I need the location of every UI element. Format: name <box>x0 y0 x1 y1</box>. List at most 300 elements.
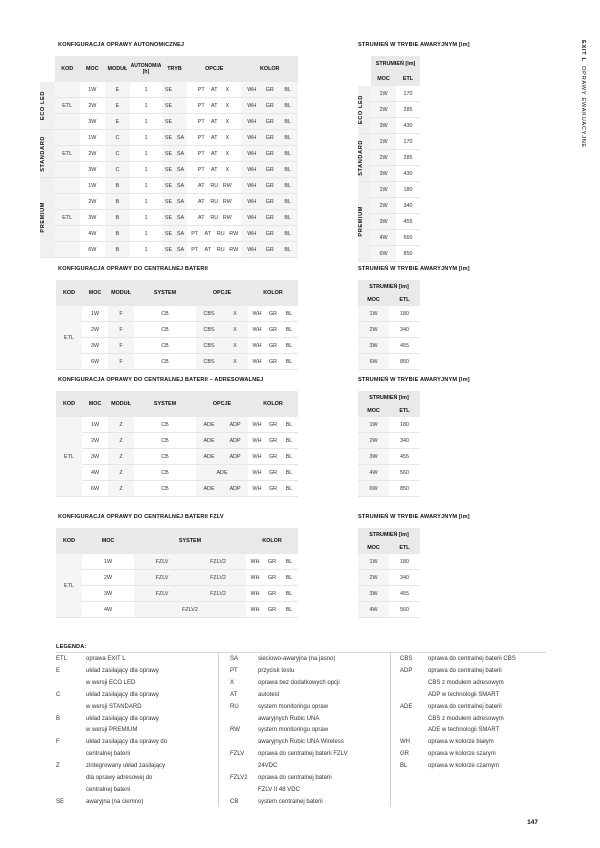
tryb-cell-value: SE <box>164 86 173 93</box>
system-cell: CB <box>134 306 196 322</box>
opcje-cell-value: X <box>225 150 230 157</box>
modul-cell: F <box>108 306 134 322</box>
opcje-cell <box>196 354 248 370</box>
table-row <box>40 162 298 178</box>
legend-value: 24VDC <box>258 763 278 770</box>
opcje-cell-value: RU <box>210 182 219 189</box>
kolor-cell-value: BL <box>285 469 293 476</box>
table-row <box>56 586 298 602</box>
tryb-cell-value: SE <box>164 166 173 173</box>
kolor-cell-value: BL <box>284 102 292 109</box>
kod-cell: ETL <box>55 98 80 114</box>
system-cell: CB <box>134 433 196 449</box>
opcje-cell-value: RW <box>222 198 232 205</box>
table-row <box>40 178 298 194</box>
flux-row <box>358 554 420 570</box>
kolor-cell-value: GR <box>265 150 274 157</box>
kolor-cell-value: BL <box>284 198 292 205</box>
kod-cell: ETL <box>55 146 80 162</box>
kolor-cell <box>241 98 298 114</box>
flux-group-label: ECO LED <box>358 94 364 125</box>
flux-moc-cell: 4W <box>371 230 396 246</box>
opcje-cell-value: X <box>233 342 237 349</box>
system-cell: CB <box>134 322 196 338</box>
flux-group-label-cell <box>358 86 371 134</box>
legend-value: oprawa do centralnej baterii <box>428 667 502 674</box>
kolor-cell-value: WH <box>250 606 260 613</box>
flux-header: STRUMIEŃ [lm] <box>358 528 420 541</box>
column-header: MODUŁ <box>105 56 130 82</box>
opcje-cell-value: PT <box>197 102 205 109</box>
system-cell <box>134 602 246 618</box>
table-row <box>40 210 298 226</box>
opcje-cell-value: AT <box>211 134 218 141</box>
flux-moc-cell: 1W <box>371 134 396 150</box>
flux-moc-cell: 1W <box>358 306 389 322</box>
side-label <box>580 40 586 148</box>
legend-value: dla oprawy adresowej do <box>86 775 153 781</box>
legend-key: B <box>56 715 61 722</box>
opcje-cell <box>196 306 248 322</box>
opcje-cell <box>196 449 248 465</box>
kod-cell <box>55 162 80 178</box>
moc-cell: 2W <box>82 322 108 338</box>
flux-value-cell: 560 <box>396 230 420 246</box>
kolor-cell-value: GR <box>265 246 274 253</box>
system-cell-value: FZLV <box>155 590 169 597</box>
flux-subheader: ETL <box>389 541 420 554</box>
flux-moc-cell: 4W <box>358 465 389 481</box>
flux-row <box>358 86 420 102</box>
legend-key: F <box>56 739 60 746</box>
kolor-cell <box>241 130 298 146</box>
kolor-cell-value: WH <box>247 182 257 189</box>
flux-row <box>358 322 420 338</box>
kolor-cell <box>248 354 298 370</box>
tryb-cell-value: SE <box>164 198 173 205</box>
opcje-cell-value: ADP <box>229 453 241 460</box>
kolor-cell <box>248 417 298 433</box>
table-row <box>56 602 298 618</box>
group-label: PREMIUM <box>40 202 46 233</box>
moc-cell: 2W <box>80 98 105 114</box>
table-row <box>40 146 298 162</box>
legend-value: w wersji ECO LED <box>86 679 136 686</box>
table-row <box>56 449 298 465</box>
tryb-cell-value: SA <box>176 246 185 253</box>
opcje-cell-value: RU <box>210 198 219 205</box>
flux-value-cell: 340 <box>389 570 420 586</box>
tryb-cell-value: SA <box>176 230 185 237</box>
table-row <box>40 98 298 114</box>
legend-value: CBS z modułem adresowym <box>428 715 504 722</box>
flux-row <box>358 354 420 370</box>
opcje-cell-value: PT <box>197 86 205 93</box>
kod-cell: ETL <box>56 306 82 370</box>
modul-cell: C <box>105 130 130 146</box>
section-title: KONFIGURACJA OPRAWY DO CENTRALNEJ BATERII – ADRESOWALNEJ <box>58 377 264 383</box>
opcje-cell <box>187 82 241 98</box>
table-row <box>56 417 298 433</box>
legend-value: awaryjnych Rubic UNA <box>258 715 320 722</box>
tryb-cell-value <box>174 87 186 93</box>
moc-cell: 2W <box>80 146 105 162</box>
flux-moc-cell: 3W <box>358 586 389 602</box>
legend-key: RU <box>230 703 239 710</box>
tryb-cell <box>162 146 187 162</box>
legend-key: ETL <box>56 656 68 662</box>
flux-row <box>358 182 420 198</box>
opcje-cell <box>187 194 241 210</box>
tryb-cell-value <box>174 103 186 109</box>
legend-value: oprawa w kolorze szarym <box>428 751 496 758</box>
kolor-cell <box>248 433 298 449</box>
flux-table <box>358 280 420 370</box>
kolor-cell <box>248 465 298 481</box>
legend-value: oprawa w kolorze czarnym <box>428 763 500 770</box>
modul-cell: B <box>105 178 130 194</box>
kolor-cell-value: BL <box>284 182 292 189</box>
flux-value-cell: 180 <box>396 182 420 198</box>
modul-cell: E <box>105 114 130 130</box>
kolor-cell <box>246 554 298 570</box>
kolor-cell-value: BL <box>285 558 293 565</box>
flux-group-label-cell <box>358 134 371 182</box>
kolor-cell-value: WH <box>250 558 260 565</box>
column-header: SYSTEM <box>134 391 196 417</box>
moc-cell: 2W <box>82 433 108 449</box>
moc-cell: 6W <box>82 481 108 497</box>
kolor-cell <box>246 602 298 618</box>
opcje-cell <box>187 130 241 146</box>
column-header: OPCJE <box>196 391 248 417</box>
opcje-cell-value: X <box>233 358 237 365</box>
system-cell-value: FZLV2 <box>182 606 198 613</box>
config-table <box>56 528 298 618</box>
flux-moc-cell: 2W <box>371 150 396 166</box>
flux-section-title: STRUMIEŃ W TRYBIE AWARYJNYM [lm] <box>358 514 470 520</box>
kolor-cell-value: WH <box>252 453 262 460</box>
legend-value: układ zasilający dla oprawy <box>86 715 159 722</box>
kolor-cell-value: WH <box>252 358 262 365</box>
config-table <box>56 280 298 370</box>
tryb-cell <box>162 242 187 258</box>
kolor-cell-value: WH <box>247 230 257 237</box>
legend-column-1 <box>56 650 226 810</box>
kolor-cell-value: WH <box>247 102 257 109</box>
kolor-cell-value: GR <box>268 358 278 365</box>
table-row <box>56 481 298 497</box>
kolor-cell-value: WH <box>252 326 262 333</box>
kolor-cell-value: GR <box>267 606 277 613</box>
opcje-cell-value: ADP <box>229 421 241 428</box>
opcje-cell-value: ADE <box>203 421 215 428</box>
opcje-cell-value: RU <box>216 246 225 253</box>
opcje-cell-value: PT <box>197 118 205 125</box>
flux-moc-cell: 2W <box>358 433 389 449</box>
legend-key: C <box>56 691 61 698</box>
opcje-cell <box>196 465 248 481</box>
tryb-cell <box>162 210 187 226</box>
kolor-cell-value: BL <box>285 485 293 492</box>
tryb-cell-value: SE <box>164 118 173 125</box>
table-row <box>56 354 298 370</box>
kolor-cell <box>248 449 298 465</box>
legend-value: autotest <box>258 691 280 698</box>
kolor-cell-value: WH <box>247 214 257 221</box>
tryb-cell <box>162 130 187 146</box>
flux-row <box>358 586 420 602</box>
kolor-cell-value: GR <box>268 310 278 317</box>
tryb-cell-value: SA <box>176 214 185 221</box>
opcje-cell-value: AT <box>211 166 218 173</box>
config-table <box>40 56 298 258</box>
flux-header: STRUMIEŃ [lm] <box>371 56 420 71</box>
kolor-cell-value: GR <box>265 214 274 221</box>
tryb-cell-value: SA <box>176 150 185 157</box>
opcje-cell-value: AT <box>198 214 205 221</box>
legend-value: ADE w technologii SMART <box>428 727 500 734</box>
opcje-cell-value: RU <box>216 230 225 237</box>
kolor-cell-value: GR <box>268 485 278 492</box>
column-header: MOC <box>82 391 108 417</box>
section-title: KONFIGURACJA OPRAWY DO CENTRALNEJ BATERII FZLV <box>58 514 224 520</box>
modul-cell: Z <box>108 433 134 449</box>
legend-title: LEGENDA: <box>56 644 87 650</box>
legend-value: awaryjnych Rubic UNA Wireless <box>258 739 344 746</box>
tryb-cell-value: SA <box>176 198 185 205</box>
table-row <box>40 194 298 210</box>
kolor-cell-value: GR <box>268 437 278 444</box>
kolor-cell-value: WH <box>247 86 257 93</box>
opcje-cell-value: AT <box>198 182 205 189</box>
kod-cell: ETL <box>56 417 82 497</box>
opcje-cell-value: X <box>225 134 230 141</box>
kolor-cell <box>248 338 298 354</box>
column-header: MOC <box>82 528 134 554</box>
kolor-cell <box>241 162 298 178</box>
table-row <box>40 114 298 130</box>
system-cell <box>134 554 246 570</box>
legend-value: oprawa bez dodatkowych opcji <box>258 679 340 686</box>
flux-value-cell: 430 <box>396 118 420 134</box>
flux-value-cell: 285 <box>396 150 420 166</box>
system-cell: CB <box>134 338 196 354</box>
flux-moc-cell: 3W <box>371 166 396 182</box>
legend-key: WH <box>400 739 410 746</box>
table-row <box>56 465 298 481</box>
flux-row <box>358 449 420 465</box>
opcje-cell <box>187 146 241 162</box>
tryb-cell-value: SE <box>164 214 173 221</box>
kod-cell <box>55 130 80 146</box>
kolor-cell <box>248 322 298 338</box>
table-row <box>56 322 298 338</box>
kolor-cell-value: GR <box>265 230 274 237</box>
flux-section-title: STRUMIEŃ W TRYBIE AWARYJNYM [lm] <box>358 42 470 48</box>
moc-cell: 3W <box>80 162 105 178</box>
page-number: 147 <box>527 819 538 826</box>
opcje-cell-value: AT <box>204 246 211 253</box>
flux-row <box>358 570 420 586</box>
modul-cell: B <box>105 242 130 258</box>
flux-moc-cell: 1W <box>371 86 396 102</box>
flux-moc-cell: 4W <box>358 602 389 618</box>
system-cell-value: FZLV <box>155 558 169 565</box>
kolor-cell-value: WH <box>247 198 257 205</box>
flux-value-cell: 170 <box>396 134 420 150</box>
kolor-cell <box>248 306 298 322</box>
kolor-cell-value: BL <box>284 150 292 157</box>
group-label-cell <box>40 82 55 130</box>
opcje-cell-value: CBS <box>203 358 215 365</box>
flux-subheader: MOC <box>358 293 389 306</box>
legend-value: oprawa do centralnej baterii <box>428 703 502 710</box>
legend-key: Z <box>56 763 60 770</box>
tryb-cell-value: SE <box>164 230 173 237</box>
flux-subheader: MOC <box>358 404 389 417</box>
moc-cell: 1W <box>80 82 105 98</box>
flux-section-title: STRUMIEŃ W TRYBIE AWARYJNYM [lm] <box>358 377 470 383</box>
config-table <box>56 391 298 497</box>
kolor-cell-value: WH <box>247 134 257 141</box>
tryb-cell-value: SE <box>164 182 173 189</box>
flux-row <box>358 602 420 618</box>
legend-value: układ zasilający dla oprawy <box>86 691 159 698</box>
flux-moc-cell: 6W <box>371 246 396 262</box>
tryb-cell-value: SA <box>176 182 185 189</box>
flux-table <box>358 56 420 262</box>
flux-value-cell: 455 <box>396 214 420 230</box>
opcje-cell-value: X <box>225 118 230 125</box>
kolor-cell-value: GR <box>265 182 274 189</box>
kolor-cell-value: WH <box>252 437 262 444</box>
section-title: KONFIGURACJA OPRAWY AUTONOMICZNEJ <box>58 42 185 48</box>
modul-cell: F <box>108 338 134 354</box>
opcje-cell-value: CBS <box>203 326 215 333</box>
tryb-cell-value: SE <box>164 102 173 109</box>
flux-group <box>358 56 371 71</box>
autonomia-cell: 1 <box>130 242 162 258</box>
kod-cell: ETL <box>56 554 82 618</box>
flux-subheader: ETL <box>389 404 420 417</box>
column-header: MODUŁ <box>108 280 134 306</box>
kolor-cell-value: BL <box>285 358 293 365</box>
kolor-cell-value: WH <box>247 246 257 253</box>
flux-moc-cell: 6W <box>358 354 389 370</box>
column-header: KOLOR <box>248 391 298 417</box>
kolor-cell-value: WH <box>247 166 257 173</box>
opcje-cell-value: PT <box>197 150 205 157</box>
legend-value: system monitoringu opraw <box>258 727 329 734</box>
opcje-cell-value: X <box>225 86 230 93</box>
kolor-cell-value: BL <box>284 86 292 93</box>
flux-value-cell: 850 <box>396 246 420 262</box>
side-label-bold: EXIT L <box>580 40 586 62</box>
flux-row <box>358 134 420 150</box>
opcje-cell-value: RW <box>222 182 232 189</box>
kolor-cell-value: GR <box>265 102 274 109</box>
tryb-cell <box>162 178 187 194</box>
system-cell <box>134 586 246 602</box>
flux-group-label: PREMIUM <box>358 206 364 237</box>
moc-cell: 4W <box>82 465 108 481</box>
kolor-cell <box>246 586 298 602</box>
opcje-cell <box>187 114 241 130</box>
tryb-cell <box>162 226 187 242</box>
flux-value-cell: 430 <box>396 166 420 182</box>
header-group <box>40 56 55 82</box>
moc-cell: 3W <box>82 449 108 465</box>
table-row <box>40 130 298 146</box>
kolor-cell-value: BL <box>284 214 292 221</box>
side-label-rest: OPRAWY EWAKUACYJNE <box>580 66 586 148</box>
flux-row <box>358 306 420 322</box>
table-row <box>56 338 298 354</box>
kolor-cell <box>241 82 298 98</box>
kolor-cell-value: WH <box>252 469 262 476</box>
flux-group-label-cell <box>358 182 371 262</box>
kolor-cell <box>248 481 298 497</box>
legend-value: awaryjna (na ciemno) <box>86 798 144 805</box>
opcje-cell-value: PT <box>191 230 199 237</box>
opcje-cell-value: AT <box>204 230 211 237</box>
autonomia-cell: 1 <box>130 194 162 210</box>
legend-key: CB <box>230 798 239 805</box>
system-cell: CB <box>134 354 196 370</box>
flux-moc-cell: 3W <box>358 449 389 465</box>
group-label: STANDARD <box>40 135 46 172</box>
kolor-cell <box>241 194 298 210</box>
flux-value-cell: 340 <box>389 322 420 338</box>
legend-column-3 <box>400 650 550 810</box>
flux-value-cell: 560 <box>389 465 420 481</box>
flux-value-cell: 180 <box>389 306 420 322</box>
legend-column-2 <box>230 650 390 810</box>
kolor-cell-value: GR <box>267 558 277 565</box>
flux-moc-cell: 2W <box>371 198 396 214</box>
flux-table <box>358 528 420 618</box>
autonomia-cell: 1 <box>130 162 162 178</box>
modul-cell: F <box>108 322 134 338</box>
autonomia-cell: 1 <box>130 210 162 226</box>
opcje-cell <box>196 338 248 354</box>
moc-cell: 3W <box>80 114 105 130</box>
legend-value: zintegrowany układ zasilający <box>86 763 166 770</box>
kolor-cell-value: BL <box>285 453 293 460</box>
kolor-cell-value: GR <box>265 198 274 205</box>
flux-row <box>358 465 420 481</box>
moc-cell: 6W <box>82 354 108 370</box>
kolor-cell-value: GR <box>265 134 274 141</box>
legend-separator-2 <box>390 652 391 807</box>
flux-table <box>358 391 420 497</box>
kod-cell <box>55 82 80 98</box>
kolor-cell-value: GR <box>268 326 278 333</box>
opcje-cell-value: AT <box>198 198 205 205</box>
flux-subheader: ETL <box>396 71 420 86</box>
tryb-cell <box>162 82 187 98</box>
legend-value: FZLV II 48 VDC <box>258 786 300 793</box>
autonomia-cell: 1 <box>130 226 162 242</box>
column-header: OPCJE <box>187 56 241 82</box>
flux-section-title: STRUMIEŃ W TRYBIE AWARYJNYM [lm] <box>358 266 470 272</box>
kolor-cell <box>241 178 298 194</box>
flux-moc-cell: 1W <box>358 554 389 570</box>
moc-cell: 1W <box>80 178 105 194</box>
system-cell <box>134 570 246 586</box>
system-cell-value: FZLV2 <box>210 574 226 581</box>
